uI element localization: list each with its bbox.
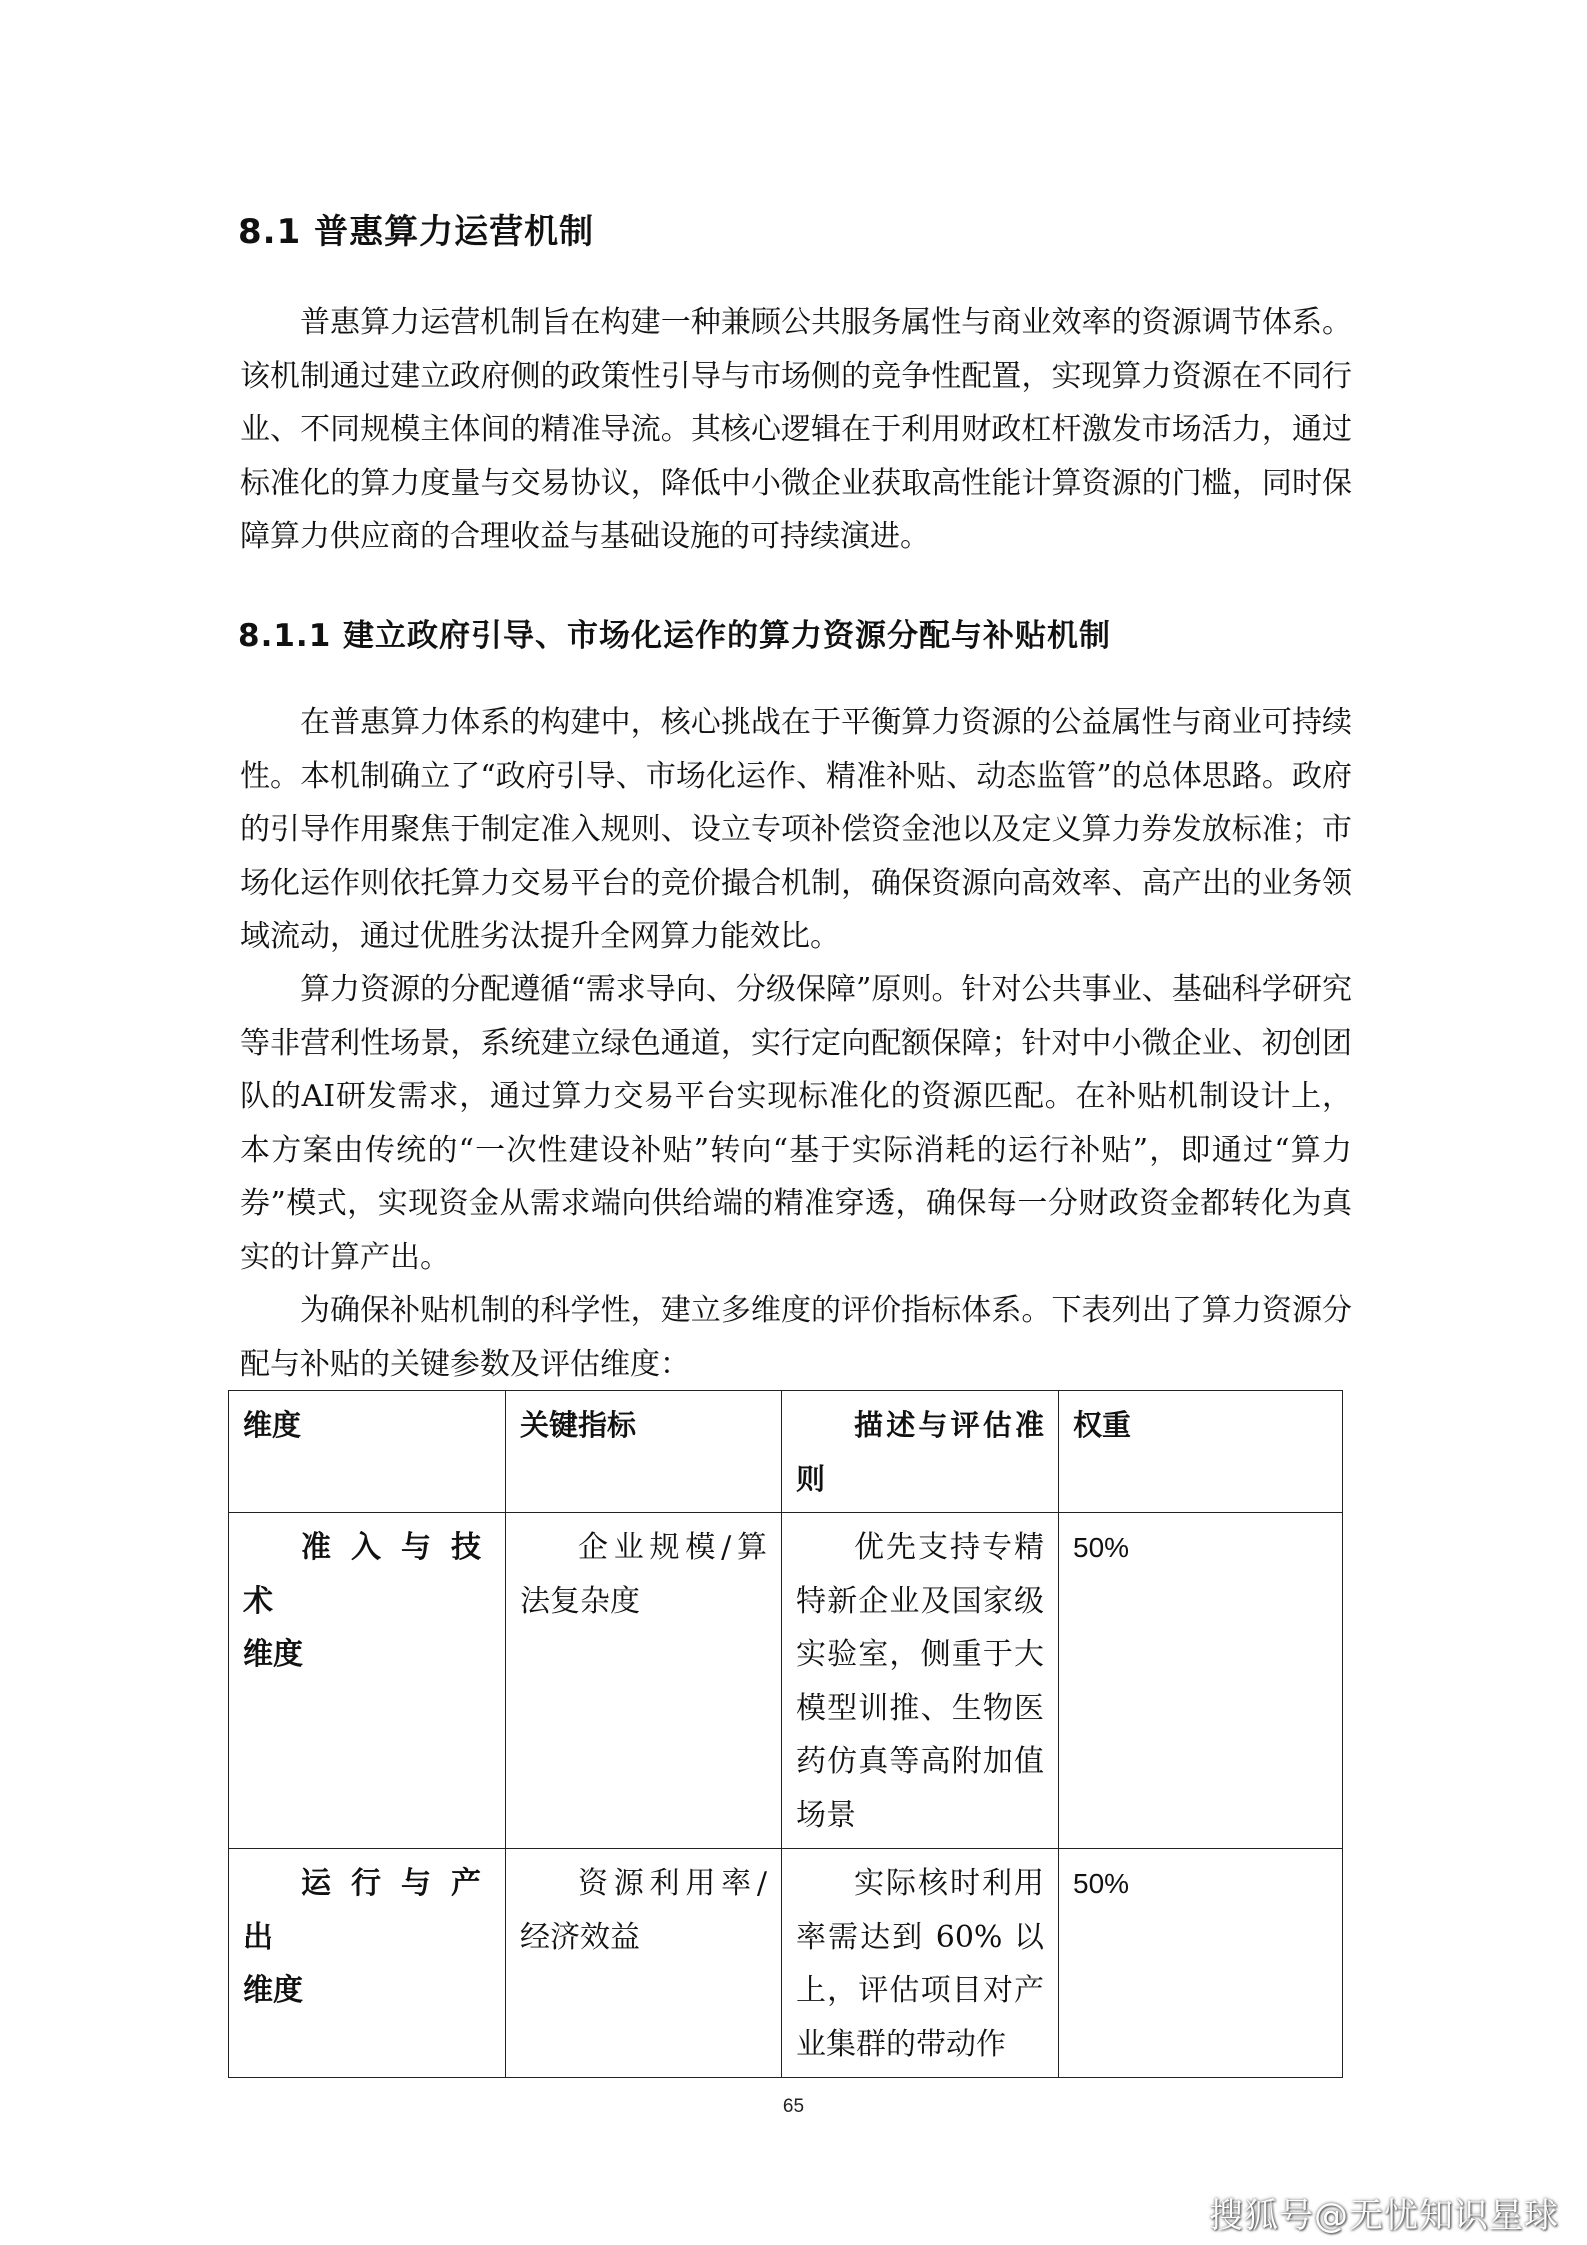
- header-description: 描述与评估准则: [782, 1391, 1059, 1513]
- table-row: [229, 1513, 1343, 1849]
- body-paragraph-3: 为确保补贴机制的科学性，建立多维度的评价指标体系。下表列出了算力资源分配与补贴的关键参数及评估维度：: [240, 1293, 1352, 1382]
- page-number: 65: [782, 2096, 805, 2117]
- section-intro-paragraph: 普惠算力运营机制旨在构建一种兼顾公共服务属性与商业效率的资源调节体系。该机制通过建立政府侧的政策性引导与市场侧的竞争性配置，实现算力资源在不同行业、不同规模主体间的精准导流。其核心逻辑在于利用财政杠杆激发市场活力，通过标准化的算力度量与交易协议，降低中小微企业获取高性能计算资源的门槛，同时保障算力供应商的合理收益与基础设施的可持续演进。: [240, 305, 1352, 554]
- header-dimension: 维度: [229, 1391, 506, 1513]
- header-weight: 权重: [1059, 1391, 1343, 1513]
- body-paragraph-1: 在普惠算力体系的构建中，核心挑战在于平衡算力资源的公益属性与商业可持续性。本机制确立了“政府引导、市场化运作、精准补贴、动态监管”的总体思路。政府的引导作用聚焦于制定准入规则、设立专项补偿资金池以及定义算力券发放标准；市场化运作则依托算力交易平台的竞价撮合机制，确保资源向高效率、高产出的业务领域流动，通过优胜劣汰提升全网算力能效比。: [240, 705, 1352, 954]
- source-watermark: 搜狐号@无忧知识星球: [1209, 2196, 1559, 2236]
- header-indicator: 关键指标: [506, 1391, 782, 1513]
- evaluation-metrics-table: [228, 1390, 1343, 2078]
- dimension-head: 运行与产出: [243, 1866, 491, 1955]
- dimension-tail: 维度: [243, 1973, 303, 2008]
- cell-weight: 50%: [1059, 1849, 1343, 2078]
- cell-weight: 50%: [1059, 1513, 1343, 1849]
- cell-dimension: [229, 1513, 506, 1849]
- section-heading: 8.1 普惠算力运营机制: [238, 212, 595, 252]
- dimension-head: 准入与技术: [243, 1530, 491, 1619]
- cell-indicator: 企业规模/算法复杂度: [506, 1513, 782, 1849]
- cell-description: 实际核时利用率需达到 60% 以上，评估项目对产业集群的带动作: [782, 1849, 1059, 2078]
- cell-indicator: 资源利用率/经济效益: [506, 1849, 782, 2078]
- cell-description: 优先支持专精特新企业及国家级实验室，侧重于大模型训推、生物医药仿真等高附加值场景: [782, 1513, 1059, 1849]
- cell-dimension: [229, 1849, 506, 2078]
- table-row: [229, 1849, 1343, 2078]
- dimension-tail: 维度: [243, 1637, 303, 1672]
- table-header-row: [229, 1391, 1343, 1513]
- body-paragraph-2: 算力资源的分配遵循“需求导向、分级保障”原则。针对公共事业、基础科学研究等非营利性场景，系统建立绿色通道，实行定向配额保障；针对中小微企业、初创团队的AI研发需求，通过算力交易平台实现标准化的资源匹配。在补贴机制设计上，本方案由传统的“一次性建设补贴”转向“基于实际消耗的运行补贴”，即通过“算力券”模式，实现资金从需求端向供给端的精准穿透，确保每一分财政资金都转化为真实的计算产出。: [240, 972, 1352, 1275]
- subsection-heading: 8.1.1 建立政府引导、市场化运作的算力资源分配与补贴机制: [238, 618, 1112, 654]
